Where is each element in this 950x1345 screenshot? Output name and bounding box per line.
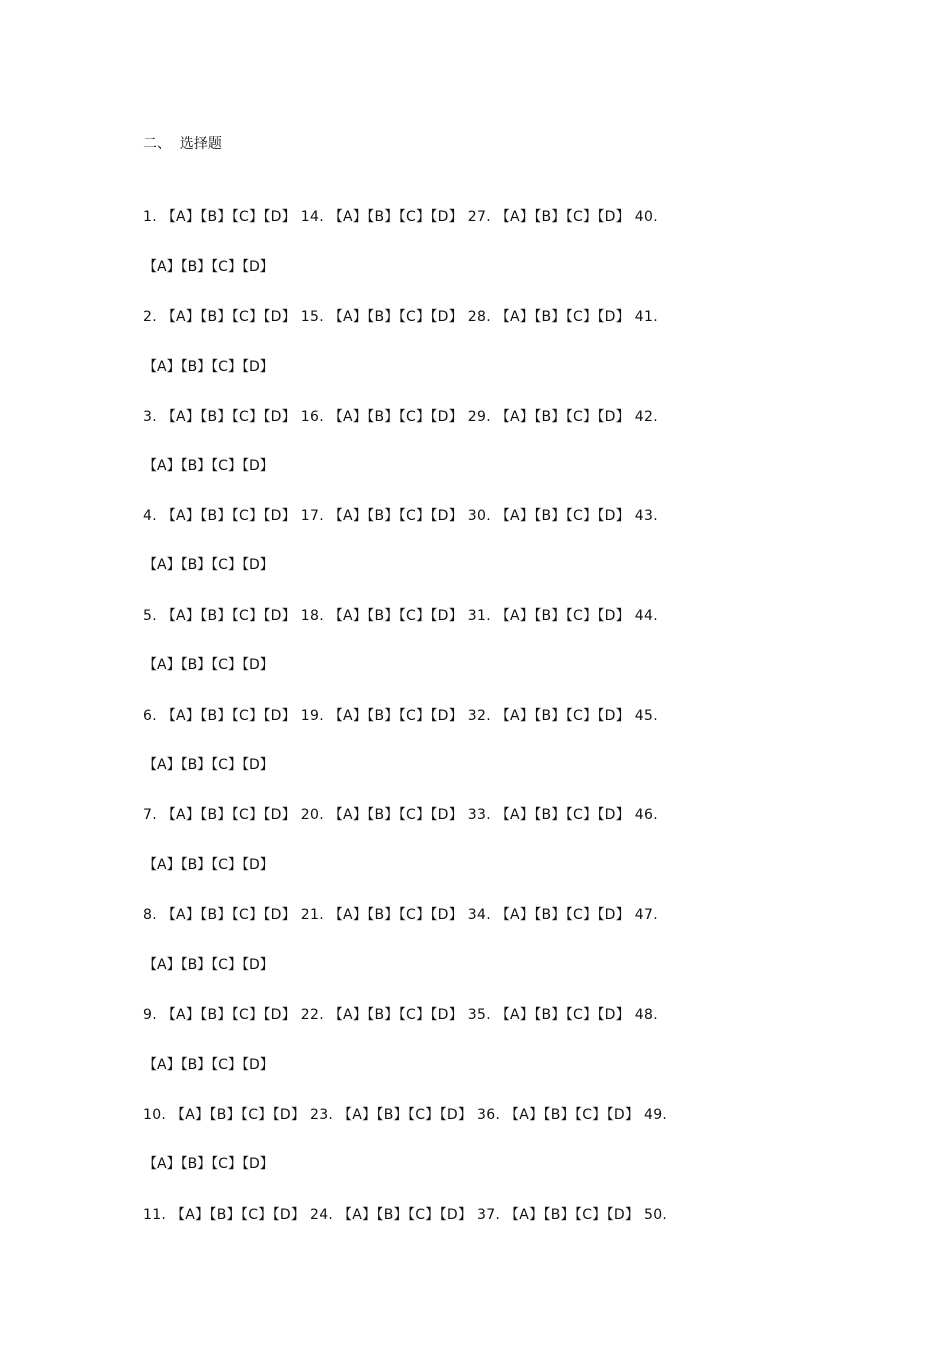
answer-row-7-continuation: 【A】【B】【C】【D】 <box>143 857 274 873</box>
answer-row-4-continuation: 【A】【B】【C】【D】 <box>143 557 274 573</box>
answer-row-7: 7. 【A】【B】【C】【D】 20. 【A】【B】【C】【D】 33. 【A】【B】【C】【D】 46. <box>143 807 658 823</box>
answer-row-8: 8. 【A】【B】【C】【D】 21. 【A】【B】【C】【D】 34. 【A】【B】【C】【D】 47. <box>143 907 658 923</box>
answer-row-8-continuation: 【A】【B】【C】【D】 <box>143 957 274 973</box>
answer-row-3-continuation: 【A】【B】【C】【D】 <box>143 458 274 474</box>
answer-row-6-continuation: 【A】【B】【C】【D】 <box>143 757 274 773</box>
answer-row-3: 3. 【A】【B】【C】【D】 16. 【A】【B】【C】【D】 29. 【A】【B】【C】【D】 42. <box>143 409 658 425</box>
answer-row-2: 2. 【A】【B】【C】【D】 15. 【A】【B】【C】【D】 28. 【A】【B】【C】【D】 41. <box>143 309 658 325</box>
answer-row-9: 9. 【A】【B】【C】【D】 22. 【A】【B】【C】【D】 35. 【A】【B】【C】【D】 48. <box>143 1007 658 1023</box>
answer-row-1-continuation: 【A】【B】【C】【D】 <box>143 259 274 275</box>
answer-row-10-continuation: 【A】【B】【C】【D】 <box>143 1156 274 1172</box>
answer-row-2-continuation: 【A】【B】【C】【D】 <box>143 359 274 375</box>
answer-row-4: 4. 【A】【B】【C】【D】 17. 【A】【B】【C】【D】 30. 【A】【B】【C】【D】 43. <box>143 508 658 524</box>
answer-row-10: 10. 【A】【B】【C】【D】 23. 【A】【B】【C】【D】 36. 【A】【B】【C】【D】 49. <box>143 1107 668 1123</box>
answer-row-5-continuation: 【A】【B】【C】【D】 <box>143 657 274 673</box>
answer-row-1: 1. 【A】【B】【C】【D】 14. 【A】【B】【C】【D】 27. 【A】【B】【C】【D】 40. <box>143 209 658 225</box>
answer-row-11: 11. 【A】【B】【C】【D】 24. 【A】【B】【C】【D】 37. 【A】【B】【C】【D】 50. <box>143 1207 668 1223</box>
section-heading: 二、 选择题 <box>143 136 222 152</box>
answer-row-5: 5. 【A】【B】【C】【D】 18. 【A】【B】【C】【D】 31. 【A】【B】【C】【D】 44. <box>143 608 658 624</box>
answer-row-6: 6. 【A】【B】【C】【D】 19. 【A】【B】【C】【D】 32. 【A】【B】【C】【D】 45. <box>143 708 658 724</box>
answer-row-9-continuation: 【A】【B】【C】【D】 <box>143 1057 274 1073</box>
